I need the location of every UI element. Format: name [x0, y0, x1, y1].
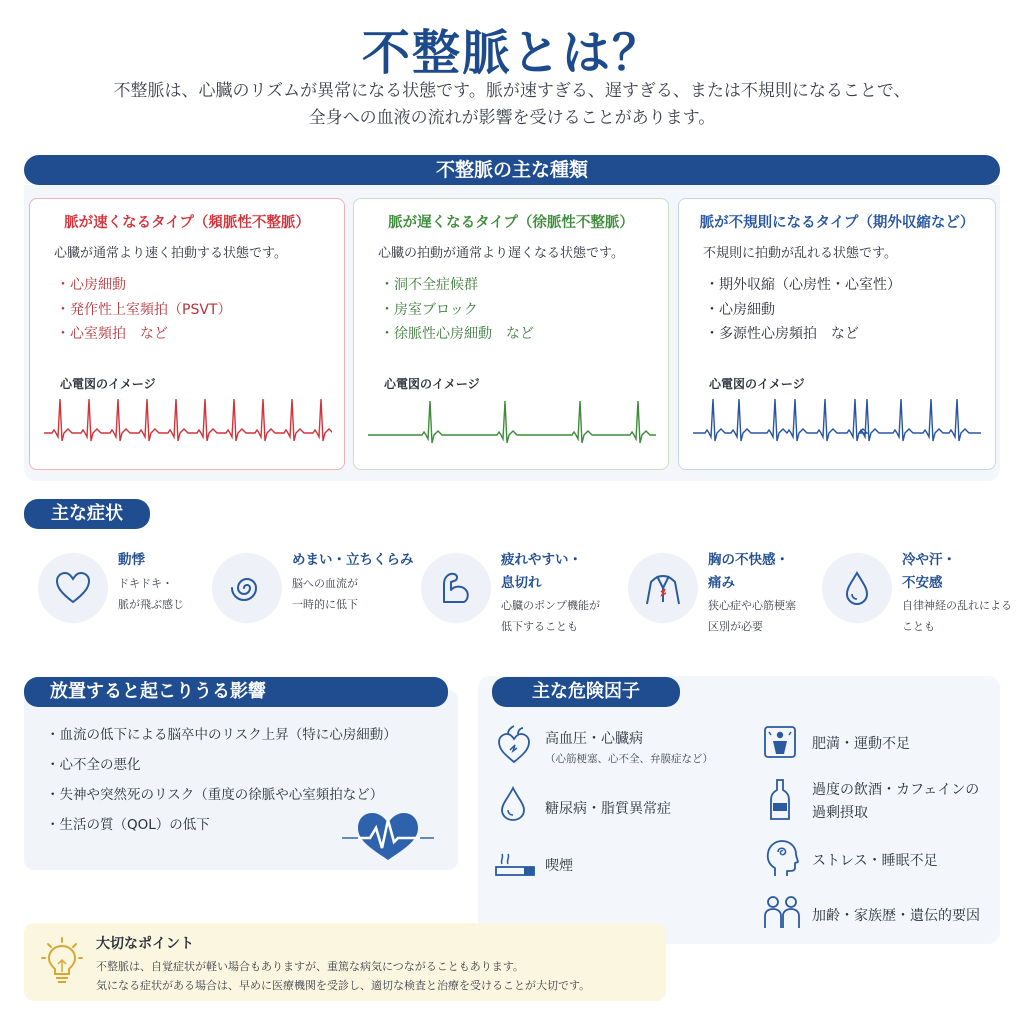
list-item: ・ 多源性心房頻拍 など — [705, 322, 901, 347]
type-title: 脈が遅くなるタイプ（徐脈性不整脈） — [388, 215, 634, 231]
risk-age-family: 加齢・家族歴・遺伝的要因 — [812, 908, 980, 924]
symptom-title — [501, 549, 582, 595]
symptom-title: めまい・立ちくらみ — [292, 552, 414, 568]
list-item: ・ 生活の質（QOL）の低下 — [46, 810, 397, 840]
symptom-desc: 自律神経の乱れによる — [902, 599, 1012, 612]
important-point-line: 気になる症状がある場合は、早めに医療機関を受診し、適切な検査と治療を受けることが大切です。 — [96, 979, 591, 992]
important-point-line: 不整脈は、自覚症状が軽い場合もありますが、重篤な病気につながることもあります。 — [96, 960, 524, 973]
type-card-bradycardia — [353, 198, 669, 470]
ecg-slow-icon — [368, 397, 656, 449]
list-item: ・ 心房細動 — [705, 298, 901, 323]
heart-pulse-icon — [340, 808, 436, 864]
scale-icon — [762, 724, 798, 760]
intro-line: 不整脈は、心臓のリズムが異常になる状態です。脈が速すぎる、遅すぎる、または不規則になることで、 — [113, 81, 911, 101]
list-item: ・ 心不全の悪化 — [46, 750, 397, 780]
chest-icon — [643, 568, 683, 608]
ecg-label: 心電図のイメージ — [709, 377, 805, 391]
drop-icon — [837, 568, 877, 608]
type-list — [380, 273, 534, 347]
symptom-desc: ことも — [902, 620, 935, 633]
risk-stress: ストレス・睡眠不足 — [812, 853, 938, 869]
symptom-title-line: 胸の不快感・ — [708, 552, 789, 568]
type-title: 脈が不規則になるタイプ（期外収縮など） — [699, 215, 975, 231]
page-title: 不整脈とは？ — [361, 25, 662, 81]
list-item: ・ 心室頻拍 など — [56, 322, 231, 347]
heart-icon — [53, 568, 93, 608]
types-heading: 不整脈の主な種類 — [24, 155, 1000, 185]
risks-heading: 主な危険因子 — [492, 677, 680, 707]
arm-icon — [436, 568, 476, 608]
symptoms-heading: 主な症状 — [24, 499, 150, 529]
risk-obesity: 肥満・運動不足 — [812, 736, 910, 752]
ecg-irregular-icon — [693, 397, 981, 449]
lightbulb-icon — [40, 936, 84, 986]
type-card-tachycardia — [29, 198, 345, 470]
symptom-title-line: 冷や汗・ — [902, 552, 956, 568]
risk-diabetes: 糖尿病・脂質異常症 — [545, 801, 671, 817]
heart-vessel-icon — [496, 724, 532, 766]
symptom-desc: 心臓のポンプ機能が — [501, 599, 600, 612]
risk-alcohol-line: 過度の飲酒・カフェインの — [812, 782, 980, 798]
symptom-desc: 一時的に低下 — [292, 598, 358, 611]
symptom-title-line: 疲れやすい・ — [501, 552, 582, 568]
type-list — [705, 273, 901, 347]
effects-heading: 放置すると起こりうる影響 — [24, 677, 448, 707]
ecg-label: 心電図のイメージ — [384, 377, 480, 391]
type-description: 不規則に拍動が乱れる状態です。 — [703, 246, 897, 261]
symptom-desc: 狭心症や心筋梗塞 — [708, 599, 796, 612]
list-item: ・ 失神や突然死のリスク（重度の徐脈や心室頻拍など） — [46, 780, 397, 810]
list-item: ・ 血流の低下による脳卒中のリスク上昇（特に心房細動） — [46, 720, 397, 750]
dizzy-icon — [227, 568, 267, 608]
symptom-title-line: 不安感 — [902, 575, 943, 591]
list-item: ・ 心房細動 — [56, 273, 231, 298]
symptom-title — [902, 549, 956, 595]
symptom-desc: ドキドキ・ — [118, 577, 173, 590]
important-point-title: 大切なポイント — [96, 936, 194, 952]
family-icon — [762, 894, 802, 930]
list-item: ・ 房室ブロック — [380, 298, 534, 323]
risk-hypertension-note: （心筋梗塞、心不全、弁膜症など） — [545, 753, 713, 765]
bottle-icon — [768, 778, 792, 822]
list-item: ・ 洞不全症候群 — [380, 273, 534, 298]
type-description: 心臓が通常より速く拍動する状態です。 — [54, 246, 287, 261]
symptom-desc: 脳への血流が — [292, 577, 358, 590]
symptom-desc: 区別が必要 — [708, 620, 763, 633]
type-card-irregular — [678, 198, 996, 470]
ecg-fast-icon — [44, 397, 332, 449]
symptom-desc: 脈が飛ぶ感じ — [118, 598, 184, 611]
risk-smoking: 喫煙 — [545, 858, 573, 874]
risk-alcohol-line: 過剰摂取 — [812, 805, 868, 821]
risk-hypertension: 高血圧・心臓病 — [545, 731, 643, 747]
drop-icon — [498, 786, 528, 822]
ecg-label: 心電図のイメージ — [60, 377, 156, 391]
cigarette-icon — [494, 850, 538, 878]
important-point-text — [96, 957, 590, 995]
symptom-title — [708, 549, 789, 595]
type-list — [56, 273, 231, 347]
list-item: ・ 徐脈性心房細動 など — [380, 322, 534, 347]
symptom-title-line: 痛み — [708, 575, 735, 591]
list-item: ・ 発作性上室頻拍（PSVT） — [56, 298, 231, 323]
symptom-title: 動悸 — [118, 552, 145, 568]
symptom-desc: 低下することも — [501, 620, 578, 633]
intro-text — [40, 78, 984, 132]
intro-line: 全身への血液の流れが影響を受けることがあります。 — [308, 108, 716, 128]
type-title: 脈が速くなるタイプ（頻脈性不整脈） — [64, 215, 310, 231]
list-item: ・ 期外収縮（心房性・心室性） — [705, 273, 901, 298]
risk-alcohol — [812, 779, 979, 825]
symptom-title-line: 息切れ — [501, 575, 542, 591]
type-description: 心臓の拍動が通常より遅くなる状態です。 — [378, 246, 624, 261]
stressed-head-icon — [763, 838, 801, 878]
